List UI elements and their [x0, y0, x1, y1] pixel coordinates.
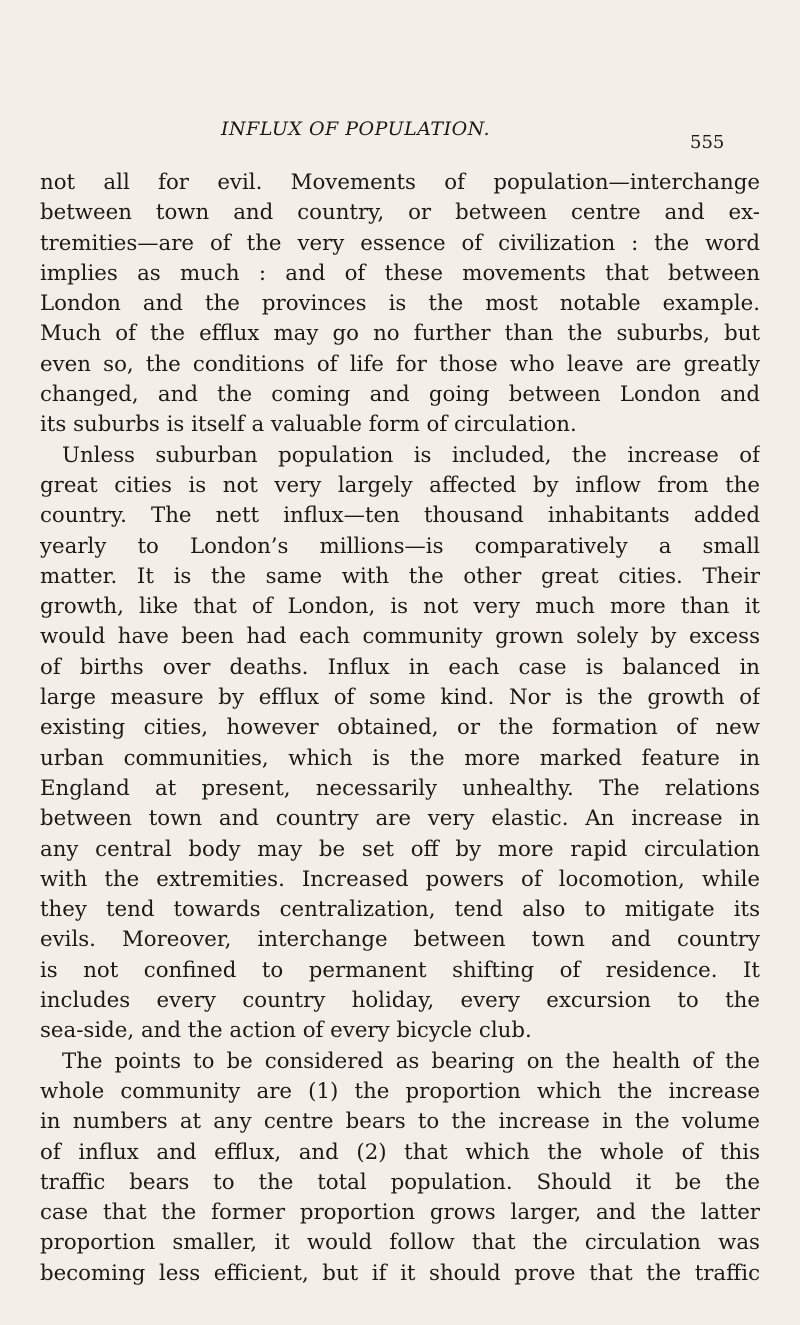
text-line: any central body may be set off by more rapid circulation: [40, 836, 760, 862]
text-line: not all for evil. Movements of population—interchange: [40, 170, 760, 195]
text-line: is not confined to permanent shifting of residence. It: [40, 957, 760, 983]
text-line: of influx and efflux, and (2) that which the whole of this: [40, 1139, 760, 1165]
text-line: implies as much : and of these movements that between: [40, 260, 760, 286]
text-line: traffic bears to the total population. Should it be the: [40, 1169, 760, 1195]
text-line: proportion smaller, it would follow that the circulation was: [40, 1230, 760, 1256]
text-line: even so, the conditions of life for those who leave are greatly: [40, 351, 760, 377]
text-line: London and the provinces is the most notable example.: [40, 291, 760, 317]
text-line: whole community are (1) the proportion which the increase: [40, 1078, 760, 1104]
text-line: England at present, necessarily unhealthy. The relations: [40, 775, 760, 801]
text-line: yearly to London’s millions—is comparatively a small: [40, 533, 760, 559]
text-line: they tend towards centralization, tend also to mitigate its: [40, 897, 760, 923]
text-line: Unless suburban population is included, the increase of: [62, 442, 760, 468]
text-line: growth, like that of London, is not very much more than it: [40, 594, 760, 620]
text-line: with the extremities. Increased powers of locomotion, while: [40, 866, 760, 892]
text-line: becoming less efficient, but if it should prove that the traffic: [40, 1260, 760, 1286]
text-line: matter. It is the same with the other great cities. Their: [40, 563, 760, 589]
text-line: between town and country, or between centre and ex-: [40, 200, 760, 226]
text-line: case that the former proportion grows larger, and the latter: [40, 1200, 760, 1226]
text-line: changed, and the coming and going between London and: [40, 382, 760, 408]
text-line: sea-side, and the action of every bicycle club.: [40, 1018, 532, 1044]
text-line: existing cities, however obtained, or the formation of new: [40, 715, 760, 741]
text-line: country. The nett influx—ten thousand inhabitants added: [40, 503, 760, 529]
text-line: would have been had each community grown solely by excess: [40, 624, 760, 650]
body-text: [40, 168, 760, 1289]
page-number: 555: [690, 132, 725, 153]
text-line: Much of the efflux may go no further than the suburbs, but: [40, 321, 760, 347]
running-head: [0, 118, 800, 153]
text-line: includes every country holiday, every excursion to the: [40, 988, 760, 1014]
text-line: in numbers at any centre bears to the increase in the volume: [40, 1109, 760, 1135]
text-line: great cities is not very largely affected by inflow from the: [40, 472, 760, 498]
text-line: large measure by efflux of some kind. Nor is the growth of: [40, 685, 760, 711]
text-line: tremities—are of the very essence of civilization : the word: [40, 230, 760, 256]
text-line: urban communities, which is the more marked feature in: [40, 745, 760, 771]
text-line: The points to be considered as bearing on the health of the: [62, 1048, 760, 1074]
running-title: INFLUX OF POPULATION.: [221, 118, 491, 140]
text-line: between town and country are very elastic. An increase in: [40, 806, 760, 832]
text-line: evils. Moreover, interchange between town and country: [40, 927, 760, 953]
text-line: of births over deaths. Influx in each case is balanced in: [40, 654, 760, 680]
text-line: its suburbs is itself a valuable form of circulation.: [40, 412, 577, 438]
